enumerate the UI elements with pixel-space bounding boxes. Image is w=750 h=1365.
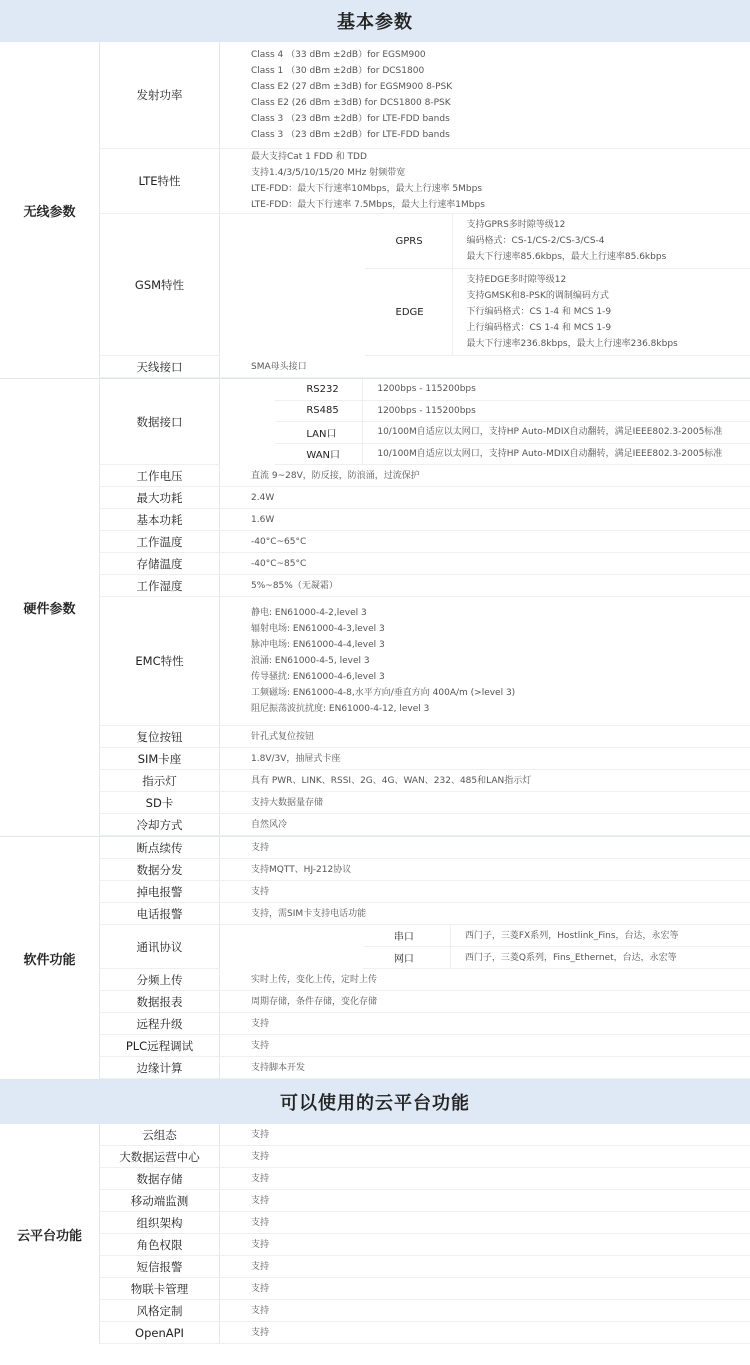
spec-value: 1.8V/3V，抽屉式卡座	[220, 748, 750, 770]
cloud-feature-value: 支持	[220, 1234, 750, 1256]
edge-label: EDGE	[365, 269, 453, 355]
cloud-feature-label: 组织架构	[100, 1212, 220, 1234]
cloud-feature-label: 物联卡管理	[100, 1278, 220, 1300]
cloud-category: 云平台功能	[0, 1124, 100, 1344]
lte-line: LTE-FDD：最大下行速率10Mbps，最大上行速率 5Mbps	[251, 184, 483, 194]
cloud-feature-label: 云组态	[100, 1124, 220, 1146]
interface-value: 10/100M自适应以太网口，支持HP Auto-MDIX自动翻转，满足IEEE802.3-2005标准	[377, 448, 723, 459]
lte-line: 支持1.4/3/5/10/15/20 MHz 射频带宽	[251, 168, 406, 178]
interface-value: 1200bps - 115200bps	[377, 384, 476, 395]
data-interface-row	[275, 422, 750, 444]
feature-label: 数据分发	[100, 859, 220, 881]
spec-value: 具有 PWR、LINK、RSSI、2G、4G、WAN、232、485和LAN指示灯	[220, 770, 750, 792]
spec-label: 指示灯	[100, 770, 220, 792]
protocol-port: 网口	[363, 947, 451, 968]
gprs-line: 编码格式：CS-1/CS-2/CS-3/CS-4	[466, 236, 605, 246]
lte-label: LTE特性	[100, 149, 220, 214]
gprs-values	[453, 214, 750, 268]
cloud-feature-label: 短信报警	[100, 1256, 220, 1278]
interface-name: RS232	[275, 379, 363, 400]
protocol-sub-table	[220, 925, 750, 969]
edge-line: 支持EDGE多时隙等级12	[466, 275, 567, 285]
spec-value: 针孔式复位按钮	[220, 726, 750, 748]
interface-name: RS485	[275, 401, 363, 422]
gsm-label: GSM特性	[100, 214, 220, 356]
basic-params-banner: 基本参数	[0, 0, 750, 42]
edge-line: 下行编码格式：CS 1-4 和 MCS 1-9	[466, 307, 612, 317]
spec-value: 直流 9~28V，防反接，防浪涌，过流保护	[220, 465, 750, 487]
spec-value: 5%~85%（无凝霜）	[220, 575, 750, 597]
cloud-feature-value: 支持	[220, 1146, 750, 1168]
emc-line: 阻尼振荡波抗扰度: EN61000-4-12, level 3	[251, 704, 430, 714]
feature-label: 断点续传	[100, 837, 220, 859]
cloud-feature-label: 大数据运营中心	[100, 1146, 220, 1168]
feature-label: 数据报表	[100, 991, 220, 1013]
wireless-category: 无线参数	[0, 42, 100, 378]
edge-line: 支持GMSK和8-PSK的调制编码方式	[466, 291, 609, 301]
feature-label: 分频上传	[100, 969, 220, 991]
spec-value: 支持大数据量存储	[220, 792, 750, 814]
tx-power-line: Class 1 （30 dBm ±2dB）for DCS1800	[251, 66, 425, 76]
hardware-block	[0, 379, 750, 837]
gprs-line: 最大下行速率85.6kbps，最大上行速率85.6kbps	[466, 252, 667, 262]
edge-row	[365, 269, 750, 356]
gsm-sub-table	[220, 214, 750, 356]
lte-line: LTE-FDD：最大下行速率 7.5Mbps，最大上行速率1Mbps	[251, 200, 485, 210]
interface-value: 10/100M自适应以太网口，支持HP Auto-MDIX自动翻转，满足IEEE802.3-2005标准	[377, 427, 723, 438]
spec-value: -40°C~65°C	[220, 531, 750, 553]
spec-label: 工作湿度	[100, 575, 220, 597]
cloud-feature-value: 支持	[220, 1300, 750, 1322]
tx-power-values	[220, 42, 750, 149]
cloud-platform-banner: 可以使用的云平台功能	[0, 1080, 750, 1124]
tx-power-line: Class E2 (27 dBm ±3dB) for EGSM900 8-PSK	[251, 82, 453, 92]
tx-power-line: Class 3 （23 dBm ±2dB）for LTE-FDD bands	[251, 114, 450, 124]
spec-label: 工作电压	[100, 465, 220, 487]
feature-label: 电话报警	[100, 903, 220, 925]
emc-line: 辐射电场: EN61000-4-3,level 3	[251, 624, 385, 634]
protocol-value: 西门子，三菱Q系列，Fins_Ethernet，台达，永宏等	[464, 952, 677, 963]
cloud-feature-value: 支持	[220, 1190, 750, 1212]
cloud-feature-label: 移动端监测	[100, 1190, 220, 1212]
edge-values	[453, 269, 750, 355]
software-category: 软件功能	[0, 837, 100, 1079]
spec-label: 冷却方式	[100, 814, 220, 836]
emc-label: EMC特性	[100, 597, 220, 726]
spec-value: -40°C~85°C	[220, 553, 750, 575]
feature-value: 实时上传，变化上传，定时上传	[220, 969, 750, 991]
lte-values	[220, 149, 750, 214]
emc-line: 浪涌: EN61000-4-5, level 3	[251, 656, 370, 666]
interface-name: WAN口	[275, 444, 363, 465]
cloud-feature-value: 支持	[220, 1278, 750, 1300]
tx-power-label: 发射功率	[100, 42, 220, 149]
antenna-label: 天线接口	[100, 356, 220, 378]
gprs-label: GPRS	[365, 214, 453, 268]
protocol-row	[363, 947, 750, 969]
tx-power-line: Class 3 （23 dBm ±2dB）for LTE-FDD bands	[251, 130, 450, 140]
protocol-row	[363, 925, 750, 947]
protocol-port: 串口	[363, 925, 451, 946]
spec-label: SD卡	[100, 792, 220, 814]
cloud-feature-label: 角色权限	[100, 1234, 220, 1256]
cloud-block	[0, 1124, 750, 1344]
cloud-feature-value: 支持	[220, 1124, 750, 1146]
interface-value: 1200bps - 115200bps	[377, 405, 476, 416]
data-interface-row	[275, 379, 750, 401]
software-block	[0, 837, 750, 1080]
spec-value: 2.4W	[220, 487, 750, 509]
feature-value: 支持，需SIM卡支持电话功能	[220, 903, 750, 925]
cloud-feature-value: 支持	[220, 1168, 750, 1190]
feature-label: 掉电报警	[100, 881, 220, 903]
feature-value: 支持MQTT、HJ-212协议	[220, 859, 750, 881]
feature-value: 支持	[220, 1013, 750, 1035]
lte-line: 最大支持Cat 1 FDD 和 TDD	[251, 152, 367, 162]
tx-power-line: Class 4 （33 dBm ±2dB）for EGSM900	[251, 50, 426, 60]
spec-label: 基本功耗	[100, 509, 220, 531]
emc-line: 静电: EN61000-4-2,level 3	[251, 608, 367, 618]
cloud-feature-value: 支持	[220, 1322, 750, 1344]
gprs-line: 支持GPRS多时隙等级12	[466, 220, 566, 230]
edge-line: 上行编码格式：CS 1-4 和 MCS 1-9	[466, 323, 612, 333]
feature-value: 支持	[220, 1035, 750, 1057]
tx-power-line: Class E2 (26 dBm ±3dB) for DCS1800 8-PSK	[251, 98, 451, 108]
wireless-block	[0, 42, 750, 379]
emc-values	[220, 597, 750, 726]
spec-value: 自然风冷	[220, 814, 750, 836]
emc-line: 传导骚扰: EN61000-4-6,level 3	[251, 672, 385, 682]
cloud-feature-label: 风格定制	[100, 1300, 220, 1322]
feature-value: 周期存储，条件存储，变化存储	[220, 991, 750, 1013]
data-interface-label: 数据接口	[100, 379, 220, 465]
cloud-feature-value: 支持	[220, 1212, 750, 1234]
protocol-label: 通讯协议	[100, 925, 220, 969]
feature-value: 支持	[220, 881, 750, 903]
spec-label: 工作温度	[100, 531, 220, 553]
spec-label: SIM卡座	[100, 748, 220, 770]
emc-line: 脉冲电场: EN61000-4-4,level 3	[251, 640, 385, 650]
feature-label: 远程升级	[100, 1013, 220, 1035]
spec-label: 复位按钮	[100, 726, 220, 748]
emc-line: 工频磁场: EN61000-4-8,水平方向/垂直方向 400A/m (>level 3)	[251, 688, 516, 698]
edge-line: 最大下行速率236.8kbps，最大上行速率236.8kbps	[466, 339, 678, 349]
cloud-feature-label: OpenAPI	[100, 1322, 220, 1344]
spec-label: 最大功耗	[100, 487, 220, 509]
feature-value: 支持脚本开发	[220, 1057, 750, 1079]
data-interface-sub-table	[220, 379, 750, 465]
cloud-feature-label: 数据存储	[100, 1168, 220, 1190]
interface-name: LAN口	[275, 422, 363, 443]
protocol-value: 西门子，三菱FX系列，Hostlink_Fins，台达，永宏等	[464, 930, 679, 941]
gprs-row	[365, 214, 750, 269]
feature-label: PLC远程调试	[100, 1035, 220, 1057]
hardware-category: 硬件参数	[0, 379, 100, 836]
spec-value: 1.6W	[220, 509, 750, 531]
spec-label: 存储温度	[100, 553, 220, 575]
feature-label: 边缘计算	[100, 1057, 220, 1079]
data-interface-row	[275, 401, 750, 423]
cloud-feature-value: 支持	[220, 1256, 750, 1278]
data-interface-row	[275, 444, 750, 466]
feature-value: 支持	[220, 837, 750, 859]
antenna-value: SMA母头接口	[220, 356, 750, 378]
